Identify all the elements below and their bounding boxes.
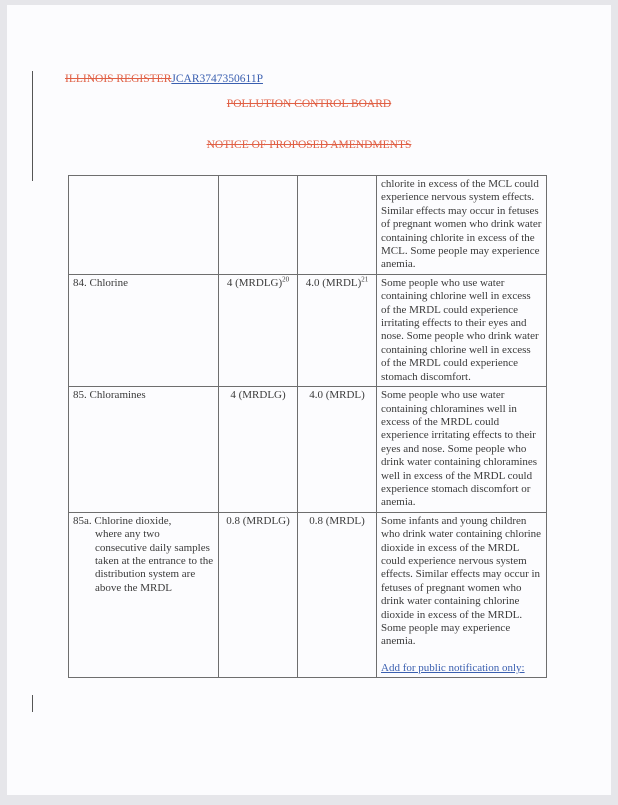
contaminant-cell <box>69 176 219 275</box>
health-effects-cell: Some people who use water containing chloramines well in excess of the MRDL could experience irritating effects to their eyes and nose. Some people who drink water containing chloramines well in excess of the MRDL could experience stomach discomfort or anemia. <box>377 387 547 513</box>
mcl-cell <box>298 176 377 275</box>
health-effects-text: Some infants and young children who drink water containing chlorine dioxide in excess of the MRDL could experience nervous system effects. Similar effects may occur in fetuses of pregnant women who drink water containing chlorine dioxide in excess of the MRDL. Some people may experience anemia. <box>381 514 542 648</box>
health-effects-cell <box>377 512 547 677</box>
footnote-ref: 20 <box>282 275 290 284</box>
mcl-cell: 0.8 (MRDL) <box>298 512 377 677</box>
page-header <box>65 73 263 85</box>
register-title: ILLINOIS REGISTER <box>65 73 172 85</box>
mclg-value: 4 (MRDLG) <box>226 276 283 289</box>
mcl-cell <box>298 274 377 386</box>
mclg-cell <box>219 176 298 275</box>
health-effects-cell: Some people who use water containing chlorine well in excess of the MRDL could experience irritating effects to their eyes and nose. Some people who drink water containing chlorine well in excess of the MRDL could experience stomach discomfort. <box>377 274 547 386</box>
mcl-cell: 4.0 (MRDL) <box>298 387 377 513</box>
table-row <box>69 274 547 386</box>
revision-bar <box>32 71 33 181</box>
mcl-value: 4.0 (MRDL) <box>305 276 362 289</box>
contaminant-cell: 85. Chloramines <box>69 387 219 513</box>
notice-title: NOTICE OF PROPOSED AMENDMENTS <box>206 139 412 151</box>
mclg-cell <box>219 274 298 386</box>
jcar-code: JCAR3747350611P <box>171 73 263 85</box>
contaminant-name: 85a. Chlorine dioxide, <box>73 514 172 527</box>
contaminant-cell: 84. Chlorine <box>69 274 219 386</box>
health-effects-cell: chlorite in excess of the MCL could experience nervous system effects. Similar effects may occur in fetuses of pregnant women who drink water containing chlorite in excess of the MCL. Some people may experience anemia. <box>377 176 547 275</box>
mclg-cell: 0.8 (MRDLG) <box>219 512 298 677</box>
table-row <box>69 176 547 275</box>
contaminant-table <box>68 175 547 678</box>
footnote-ref: 21 <box>361 275 369 284</box>
document-page <box>7 5 611 795</box>
table-row <box>69 512 547 677</box>
table-row <box>69 387 547 513</box>
revision-bar <box>32 695 33 712</box>
contaminant-cell <box>69 512 219 677</box>
public-notification-note: Add for public notification only: <box>381 661 525 674</box>
contaminant-condition: where any two consecutive daily samples taken at the entrance to the distribution system are above the MRDL <box>95 528 214 594</box>
board-name: POLLUTION CONTROL BOARD <box>226 98 392 110</box>
mclg-cell: 4 (MRDLG) <box>219 387 298 513</box>
